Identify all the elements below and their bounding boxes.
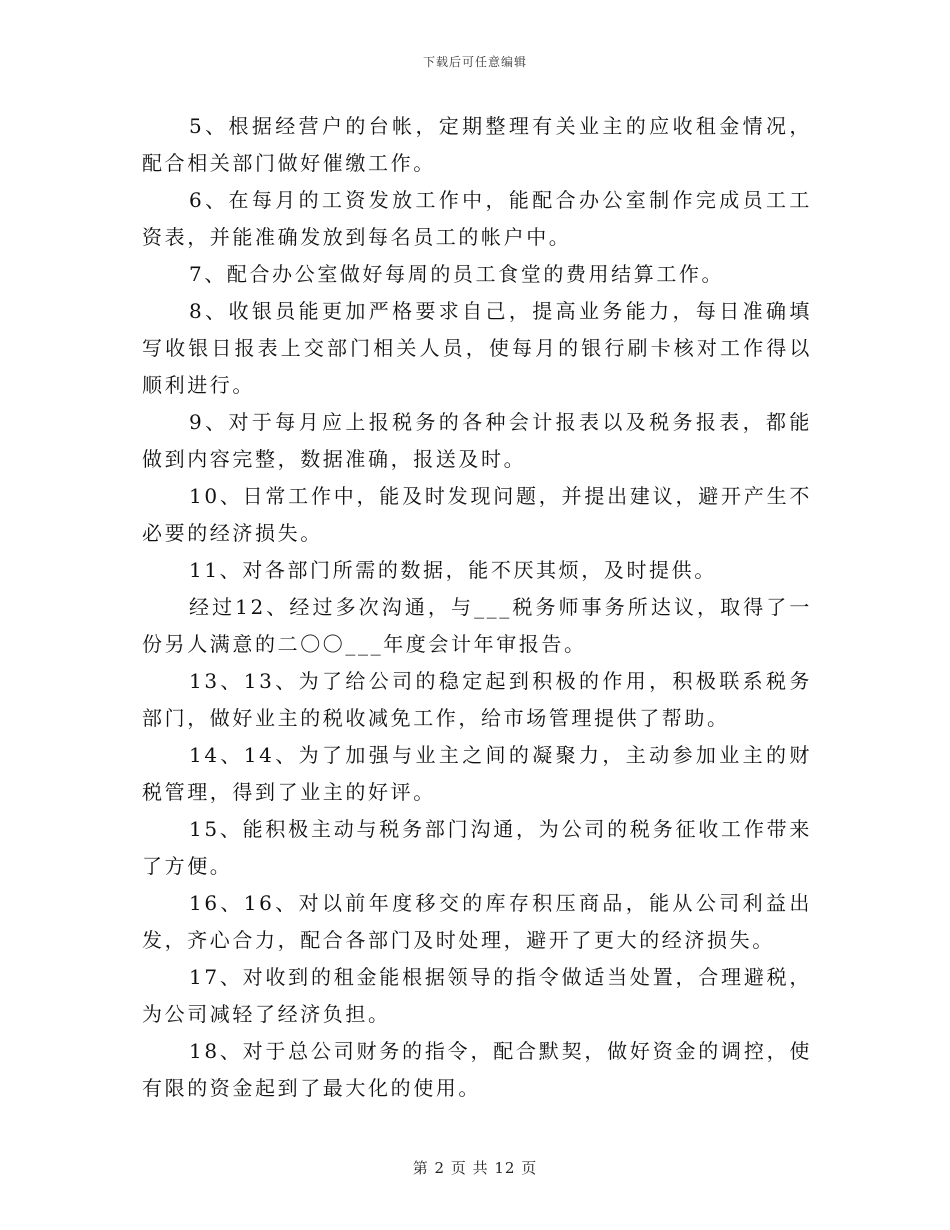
paragraph-item-10: 10、日常工作中，能及时发现问题，并提出建议，避开产生不必要的经济损失。 bbox=[142, 484, 812, 545]
page-header: 下载后可任意编辑 bbox=[422, 55, 527, 69]
paragraph-item-6: 6、在每月的工资发放工作中，能配合办公室制作完成员工工资表，并能准确发放到每名员工的帐户中。 bbox=[142, 188, 812, 249]
paragraph-item-9: 9、对于每月应上报税务的各种会计报表以及税务报表，都能做到内容完整，数据准确，报送及时。 bbox=[142, 410, 812, 471]
paragraph-item-12: 经过12、经过多次沟通，与___税务师事务所达议，取得了一份另人满意的二〇〇___年度会计年审报告。 bbox=[142, 595, 812, 656]
document-body bbox=[142, 108, 812, 1107]
paragraph-item-17: 17、对收到的租金能根据领导的指令做适当处置，合理避税，为公司减轻了经济负担。 bbox=[142, 965, 812, 1026]
paragraph-item-16: 16、16、对以前年度移交的库存积压商品，能从公司利益出发，齐心合力，配合各部门及时处理，避开了更大的经济损失。 bbox=[142, 891, 812, 952]
page-number-footer: 第 2 页 共 12 页 bbox=[412, 1159, 538, 1177]
paragraph-item-15: 15、能积极主动与税务部门沟通，为公司的税务征收工作带来了方便。 bbox=[142, 817, 812, 878]
paragraph-item-8: 8、收银员能更加严格要求自己，提高业务能力，每日准确填写收银日报表上交部门相关人员，使每月的银行刷卡核对工作得以顺利进行。 bbox=[142, 299, 812, 397]
paragraph-item-5: 5、根据经营户的台帐，定期整理有关业主的应收租金情况，配合相关部门做好催缴工作。 bbox=[142, 114, 812, 175]
paragraph-item-18: 18、对于总公司财务的指令，配合默契，做好资金的调控，使有限的资金起到了最大化的使用。 bbox=[142, 1039, 812, 1100]
paragraph-item-14: 14、14、为了加强与业主之间的凝聚力，主动参加业主的财税管理，得到了业主的好评。 bbox=[142, 743, 812, 804]
paragraph-item-11: 11、对各部门所需的数据，能不厌其烦，及时提供。 bbox=[189, 558, 717, 582]
paragraph-item-13: 13、13、为了给公司的稳定起到积极的作用，积极联系税务部门，做好业主的税收减免工作，给市场管理提供了帮助。 bbox=[142, 669, 812, 730]
paragraph-item-7: 7、配合办公室做好每周的员工食堂的费用结算工作。 bbox=[189, 262, 725, 286]
